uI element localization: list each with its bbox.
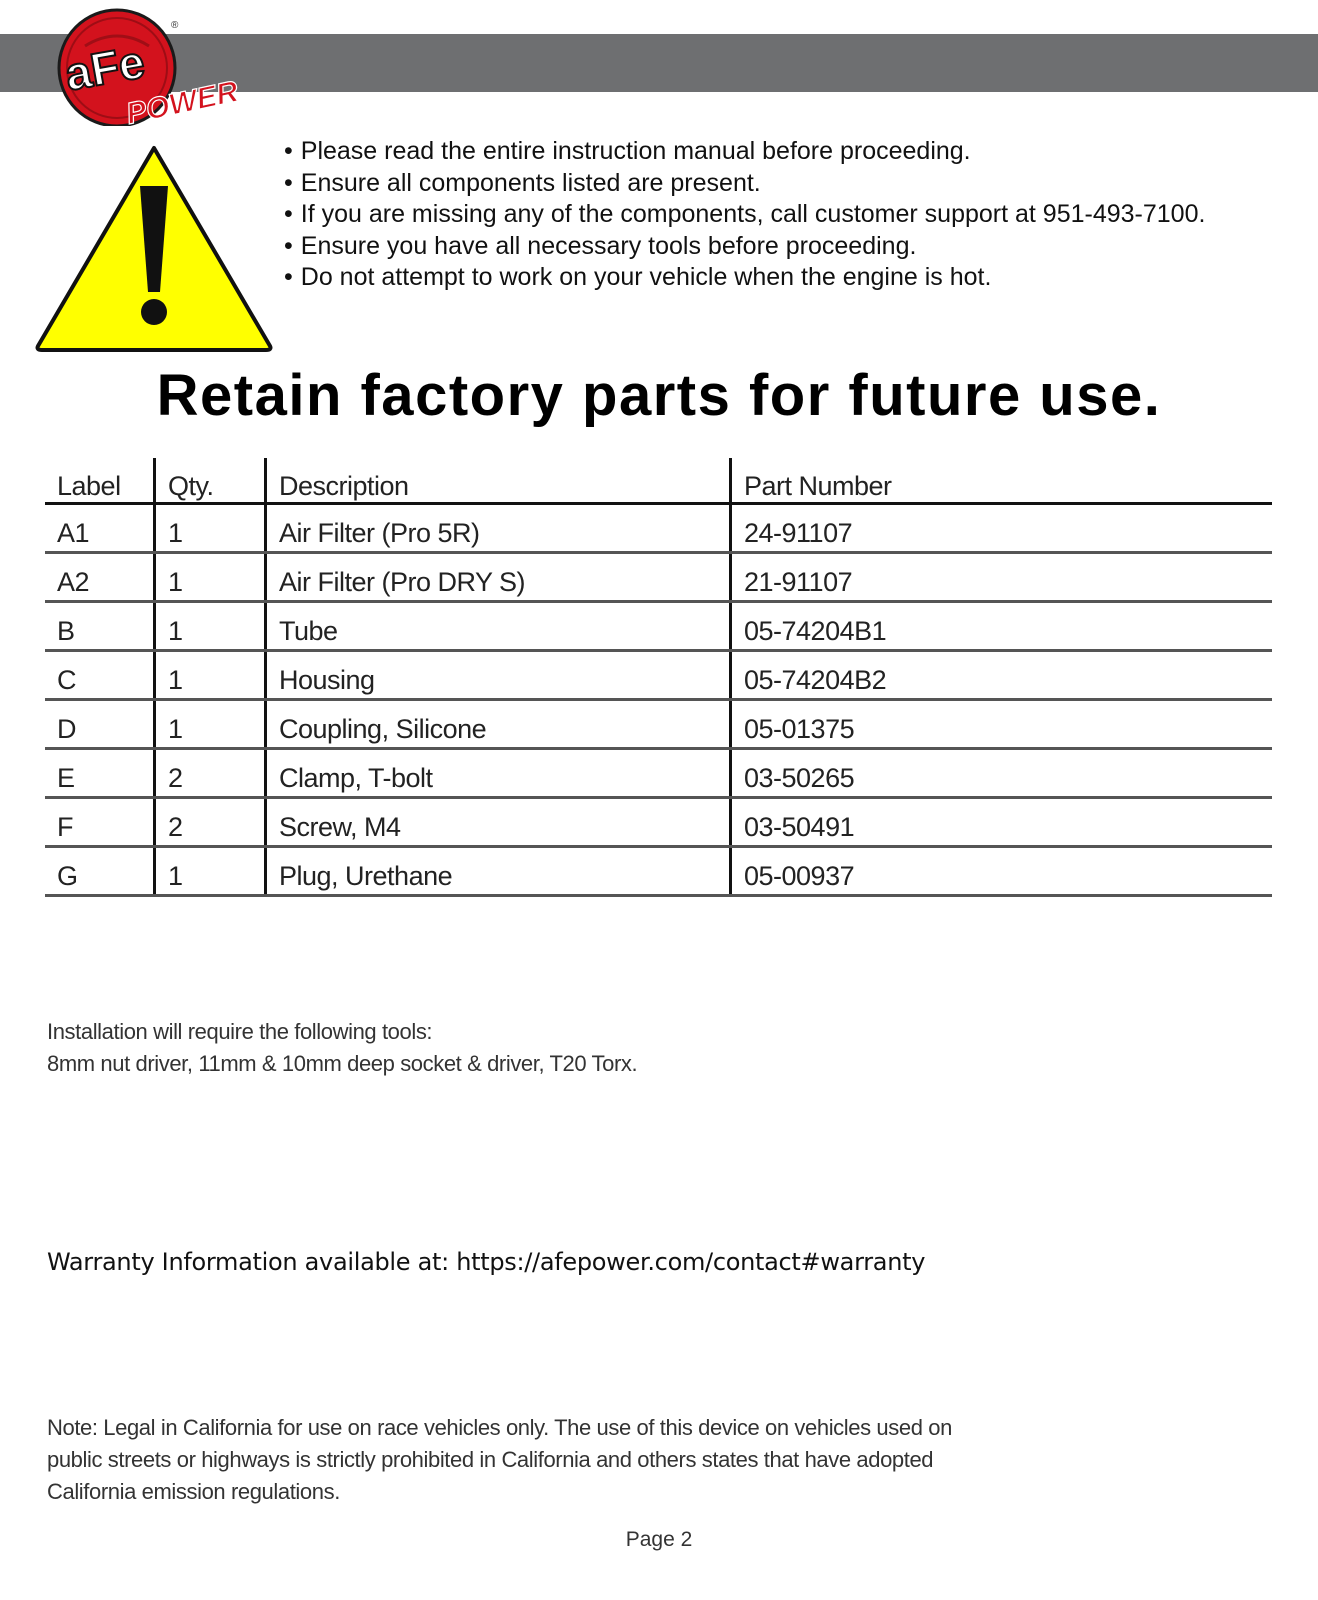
cell-qty: 2 (155, 749, 266, 798)
cell-part-number: 05-00937 (731, 847, 1273, 896)
cell-label: B (45, 602, 155, 651)
logo-registered-mark: ® (171, 20, 179, 31)
warranty-info: Warranty Information available at: https://afepower.com/contact#warranty (47, 1248, 926, 1276)
cell-part-number: 03-50491 (731, 798, 1273, 847)
cell-part-number: 21-91107 (731, 553, 1273, 602)
bullet-item: • Please read the entire instruction manual before proceeding. (284, 136, 1205, 168)
parts-table (45, 458, 1272, 897)
cell-qty: 1 (155, 602, 266, 651)
column-header-description: Description (266, 458, 731, 504)
cell-description: Air Filter (Pro 5R) (266, 504, 731, 553)
cell-description: Coupling, Silicone (266, 700, 731, 749)
bullet-item: • Ensure all components listed are present. (284, 168, 1205, 200)
afe-power-logo (55, 6, 255, 126)
cell-part-number: 05-74204B1 (731, 602, 1273, 651)
cell-qty: 2 (155, 798, 266, 847)
warning-triangle-icon (32, 142, 276, 356)
logo-text: aFe (61, 35, 149, 101)
cell-label: A1 (45, 504, 155, 553)
bullet-item: • Do not attempt to work on your vehicle when the engine is hot. (284, 262, 1205, 294)
cell-description: Air Filter (Pro DRY S) (266, 553, 731, 602)
tools-list: 8mm nut driver, 11mm & 10mm deep socket & driver, T20 Torx. (47, 1051, 638, 1076)
cell-qty: 1 (155, 553, 266, 602)
cell-part-number: 05-01375 (731, 700, 1273, 749)
table-row (45, 651, 1272, 700)
table-row (45, 553, 1272, 602)
table-row (45, 504, 1272, 553)
cell-description: Tube (266, 602, 731, 651)
column-header-part-number: Part Number (731, 458, 1273, 504)
cell-qty: 1 (155, 651, 266, 700)
column-header-qty: Qty. (155, 458, 266, 504)
tools-required (47, 1016, 637, 1080)
cell-part-number: 24-91107 (731, 504, 1273, 553)
bullet-item: • Ensure you have all necessary tools before proceeding. (284, 231, 1205, 263)
cell-description: Plug, Urethane (266, 847, 731, 896)
cell-description: Screw, M4 (266, 798, 731, 847)
table-row (45, 602, 1272, 651)
table-row (45, 700, 1272, 749)
cell-label: D (45, 700, 155, 749)
logo-subtext: POWER (123, 75, 242, 126)
cell-description: Clamp, T-bolt (266, 749, 731, 798)
table-header-row (45, 458, 1272, 504)
cell-label: G (45, 847, 155, 896)
column-header-label: Label (45, 458, 155, 504)
cell-qty: 1 (155, 504, 266, 553)
cell-qty: 1 (155, 700, 266, 749)
cell-part-number: 03-50265 (731, 749, 1273, 798)
table-row (45, 749, 1272, 798)
cell-qty: 1 (155, 847, 266, 896)
cell-label: E (45, 749, 155, 798)
table-row (45, 847, 1272, 896)
retain-heading: Retain factory parts for future use. (156, 363, 1162, 428)
cell-label: F (45, 798, 155, 847)
safety-bullets (284, 136, 1205, 294)
tools-intro: Installation will require the following tools: (47, 1019, 433, 1044)
page-number: Page 2 (625, 1528, 693, 1551)
cell-part-number: 05-74204B2 (731, 651, 1273, 700)
cell-description: Housing (266, 651, 731, 700)
bullet-item: • If you are missing any of the components, call customer support at 951-493-7100. (284, 199, 1205, 231)
cell-label: A2 (45, 553, 155, 602)
table-row (45, 798, 1272, 847)
cell-label: C (45, 651, 155, 700)
legal-note: Note: Legal in California for use on race vehicles only. The use of this device on vehicles used on public streets or highways is strictly prohibited in California and others states that have adopted California emission regulations. (47, 1415, 952, 1504)
